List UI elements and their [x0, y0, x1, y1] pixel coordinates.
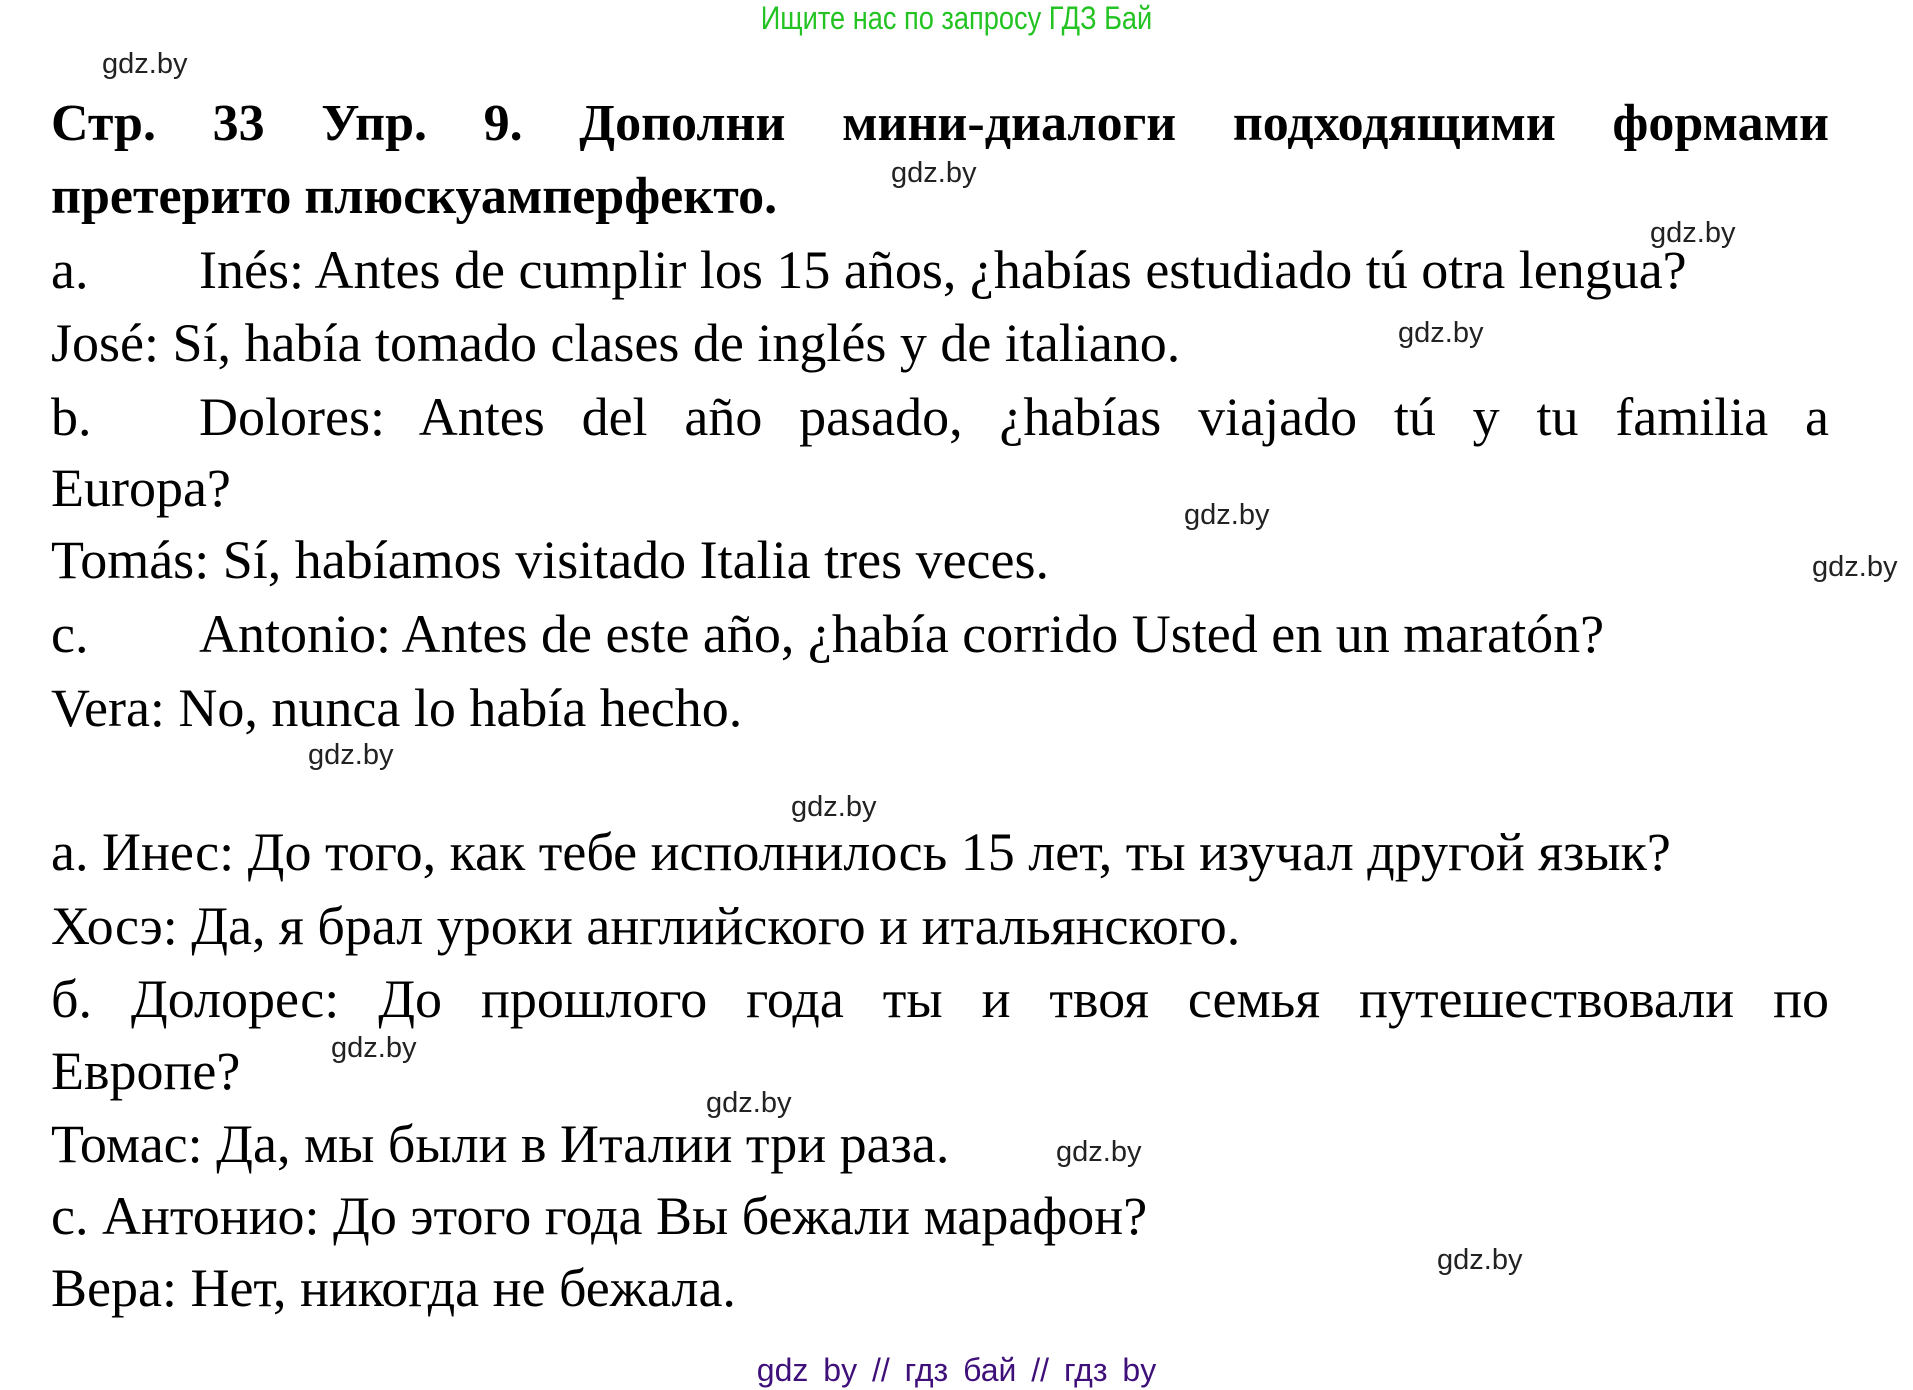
search-banner: Ищите нас по запросу ГДЗ Бай — [760, 0, 1153, 36]
russian-line-hose: Хосэ: Да, я брал уроки английского и итальянского. — [51, 896, 1241, 956]
watermark: gdz.by — [1437, 1244, 1523, 1276]
spanish-line-tomas: Tomás: Sí, habíamos visitado Italia tres veces. — [51, 530, 1049, 590]
item-label: c. — [51, 604, 89, 664]
russian-line-europe: Европе? — [51, 1041, 241, 1101]
spanish-line-vera: Vera: No, nunca lo había hecho. — [51, 678, 743, 738]
watermark: gdz.by — [1184, 499, 1270, 531]
watermark: gdz.by — [102, 48, 188, 80]
russian-line-a: а. Инес: До того, как тебе исполнилось 15 лет, ты изучал другой язык? — [51, 822, 1671, 882]
watermark: gdz.by — [1650, 217, 1736, 249]
watermark: gdz.by — [1398, 317, 1484, 349]
item-label: a. — [51, 240, 89, 300]
watermark: gdz.by — [1812, 551, 1898, 583]
watermark: gdz.by — [706, 1087, 792, 1119]
russian-line-c: с. Антонио: До этого года Вы бежали марафон? — [51, 1186, 1148, 1246]
watermark: gdz.by — [791, 791, 877, 823]
dialog-text: Dolores: Antes del año pasado, ¿habías viajado tú y tu familia a — [199, 387, 1829, 447]
watermark: gdz.by — [891, 157, 977, 189]
spanish-line-europa: Europa? — [51, 458, 231, 518]
watermark: gdz.by — [308, 739, 394, 771]
russian-line-tomas: Томас: Да, мы были в Италии три раза. — [51, 1114, 950, 1174]
spanish-line-jose: José: Sí, había tomado clases de inglés y de italiano. — [51, 313, 1181, 373]
spanish-line-c — [51, 598, 1829, 671]
spanish-line-b — [51, 381, 1829, 454]
exercise-title-line-2: претерито плюскуамперфекто. — [51, 168, 778, 225]
russian-line-b: б. Долорес: До прошлого года ты и твоя семья путешествовали по — [51, 969, 1829, 1029]
russian-line-vera: Вера: Нет, никогда не бежала. — [51, 1258, 736, 1318]
dialog-text: Antonio: Antes de este año, ¿había corrido Usted en un maratón? — [199, 604, 1605, 664]
watermark: gdz.by — [1056, 1136, 1142, 1168]
dialog-text: Inés: Antes de cumplir los 15 años, ¿habías estudiado tú otra lengua? — [199, 240, 1687, 300]
watermark: gdz.by — [331, 1032, 417, 1064]
footer-links: gdz by // гдз бай // гдз by — [756, 1352, 1157, 1388]
item-label: b. — [51, 387, 92, 447]
spanish-line-a — [51, 234, 1829, 307]
exercise-title-line-1: Стр. 33 Упр. 9. Дополни мини-диалоги подходящими формами — [51, 95, 1829, 152]
